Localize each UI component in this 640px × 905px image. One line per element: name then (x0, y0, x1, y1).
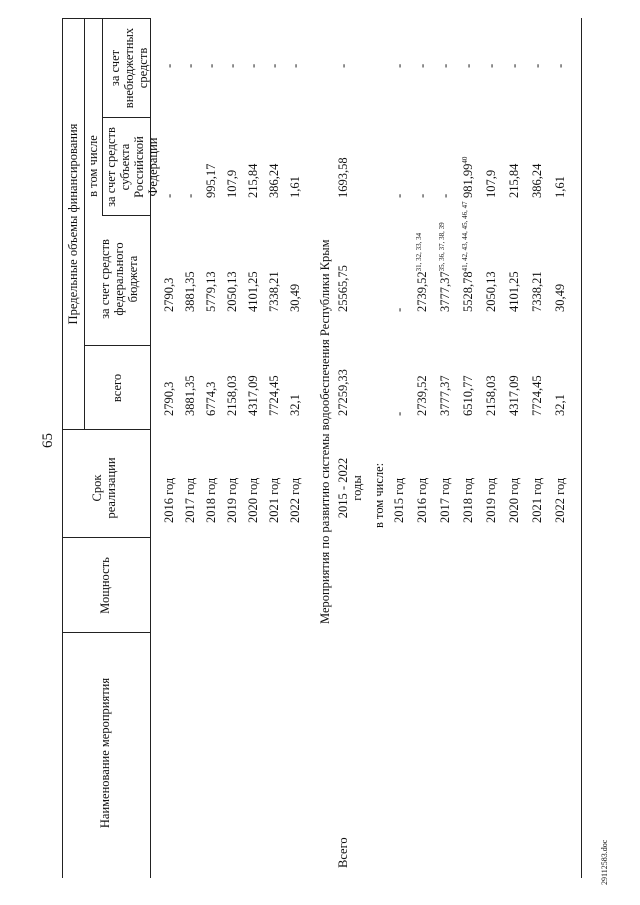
including-label: в том числе: (372, 462, 386, 528)
row-term: 2022 год (288, 477, 302, 523)
row-term: 2018 год (204, 477, 218, 523)
row-total: 7724,45 (267, 375, 281, 416)
header-name: Наименование мероприятия (98, 677, 112, 829)
row-federal: 7338,21 (267, 271, 281, 312)
row-federal: 5779,13 (204, 271, 218, 312)
row-regional: 1,61 (288, 176, 302, 198)
row-regional: 995,17 (204, 163, 218, 198)
header-row-line-1 (84, 18, 85, 430)
row-federal: 30,49 (553, 283, 567, 312)
row-total: 6774,3 (204, 381, 218, 416)
row-term: 2022 год (553, 477, 567, 523)
row-regional: 107,9 (484, 169, 498, 198)
header-limits: Предельные объемы финансирования (66, 123, 80, 325)
row-total: 3777,37 (438, 375, 452, 416)
row-regional: 1,61 (553, 176, 567, 198)
header-federal: за счет средств федерального бюджета (98, 239, 140, 319)
row-regional: - (162, 193, 176, 198)
row-total: 32,1 (288, 394, 302, 416)
page-number: 65 (40, 433, 56, 448)
header-div-4 (84, 345, 150, 346)
row-regional: 107,9 (225, 169, 239, 198)
header-term: Срок реализации (90, 457, 118, 519)
row-regional-footnote: 40 (460, 156, 469, 164)
row-total: 2790,3 (162, 381, 176, 416)
row-regional: 981,99$^{40}$ (460, 156, 475, 198)
row-total: 2158,03 (484, 375, 498, 416)
row-offbudget: - (392, 63, 406, 68)
row-federal: 2050,13 (225, 271, 239, 312)
total-term: 2015 - 2022 годы (336, 457, 364, 519)
row-offbudget: - (507, 63, 521, 68)
header-offbudget: за счет внебюджетных средств (108, 27, 150, 109)
total-sum: 27259,33 (336, 369, 350, 416)
header-div-5 (102, 215, 150, 216)
row-offbudget: - (267, 63, 281, 68)
total-offbudget: - (336, 63, 350, 68)
row-regional: 386,24 (530, 163, 544, 198)
total-regional: 1693,58 (336, 157, 350, 198)
header-div-1 (62, 632, 150, 633)
row-offbudget: - (530, 63, 544, 68)
header-row-line-2 (102, 18, 103, 216)
row-total: 32,1 (553, 394, 567, 416)
row-offbudget: - (438, 63, 452, 68)
total-federal: 25565,75 (336, 265, 350, 312)
header-regional: за счет средств субъекта Российской Федерации (104, 127, 160, 207)
row-term: 2021 год (267, 477, 281, 523)
row-offbudget: - (461, 63, 475, 68)
row-total: 3881,35 (183, 375, 197, 416)
row-offbudget: - (415, 63, 429, 68)
row-federal: 2790,3 (162, 277, 176, 312)
row-offbudget: - (246, 63, 260, 68)
header-right-border (62, 18, 150, 19)
header-capacity: Мощность (98, 557, 112, 614)
section-title: Мероприятия по развитию системы водообеспечения Республики Крым (318, 239, 332, 624)
row-offbudget: - (225, 63, 239, 68)
row-term: 2017 год (438, 477, 452, 523)
row-federal: 7338,21 (530, 271, 544, 312)
footer-filename: 29112583.doc (600, 839, 609, 885)
header-div-6 (102, 117, 150, 118)
table-bottom-border (581, 18, 582, 878)
row-term: 2020 год (246, 477, 260, 523)
row-term: 2021 год (530, 477, 544, 523)
row-federal-footnote: 35, 36, 37, 38, 39 (437, 222, 446, 272)
row-term: 2016 год (415, 477, 429, 523)
row-offbudget: - (204, 63, 218, 68)
row-offbudget: - (484, 63, 498, 68)
row-term: 2019 год (484, 477, 498, 523)
row-regional: - (183, 193, 197, 198)
row-term: 2016 год (162, 477, 176, 523)
row-federal-footnote: 31, 32, 33, 34 (414, 232, 423, 272)
row-regional: - (438, 193, 452, 198)
row-federal-footnote: 41, 42, 43, 44, 45, 46, 47 (460, 201, 469, 272)
header-div-3 (62, 429, 150, 430)
row-regional: 386,24 (267, 163, 281, 198)
row-federal: 2050,13 (484, 271, 498, 312)
row-offbudget: - (553, 63, 567, 68)
row-term: 2017 год (183, 477, 197, 523)
row-federal: 30,49 (288, 283, 302, 312)
row-term: 2018 год (461, 477, 475, 523)
header-div-2 (62, 537, 150, 538)
financing-table (62, 18, 582, 878)
row-federal: 4101,25 (246, 271, 260, 312)
row-federal: 2739,52$^{31, 32, 33, 34}$ (414, 232, 429, 312)
row-regional: - (392, 193, 406, 198)
row-term: 2015 год (392, 477, 406, 523)
total-label: Всего (336, 837, 350, 868)
row-offbudget: - (288, 63, 302, 68)
row-total: 6510,77 (461, 375, 475, 416)
row-federal: 3777,37$^{35, 36, 37, 38, 39}$ (437, 222, 452, 312)
row-total: 4317,09 (507, 375, 521, 416)
header-including: в том числе (86, 135, 100, 197)
table-top-border (62, 18, 63, 878)
row-federal: 4101,25 (507, 271, 521, 312)
row-regional: 215,84 (246, 163, 260, 198)
row-offbudget: - (162, 63, 176, 68)
row-term: 2019 год (225, 477, 239, 523)
row-term: 2020 год (507, 477, 521, 523)
row-total: 4317,09 (246, 375, 260, 416)
row-total: 2158,03 (225, 375, 239, 416)
row-offbudget: - (183, 63, 197, 68)
row-regional: - (415, 193, 429, 198)
row-federal: 5528,78$^{41, 42, 43, 44, 45, 46, 47}$ (460, 201, 475, 312)
row-total: 2739,52 (415, 375, 429, 416)
row-total: 7724,45 (530, 375, 544, 416)
row-federal: 3881,35 (183, 271, 197, 312)
row-total: - (392, 411, 406, 416)
row-regional: 215,84 (507, 163, 521, 198)
header-total: всего (110, 373, 124, 403)
row-federal: - (392, 307, 406, 312)
